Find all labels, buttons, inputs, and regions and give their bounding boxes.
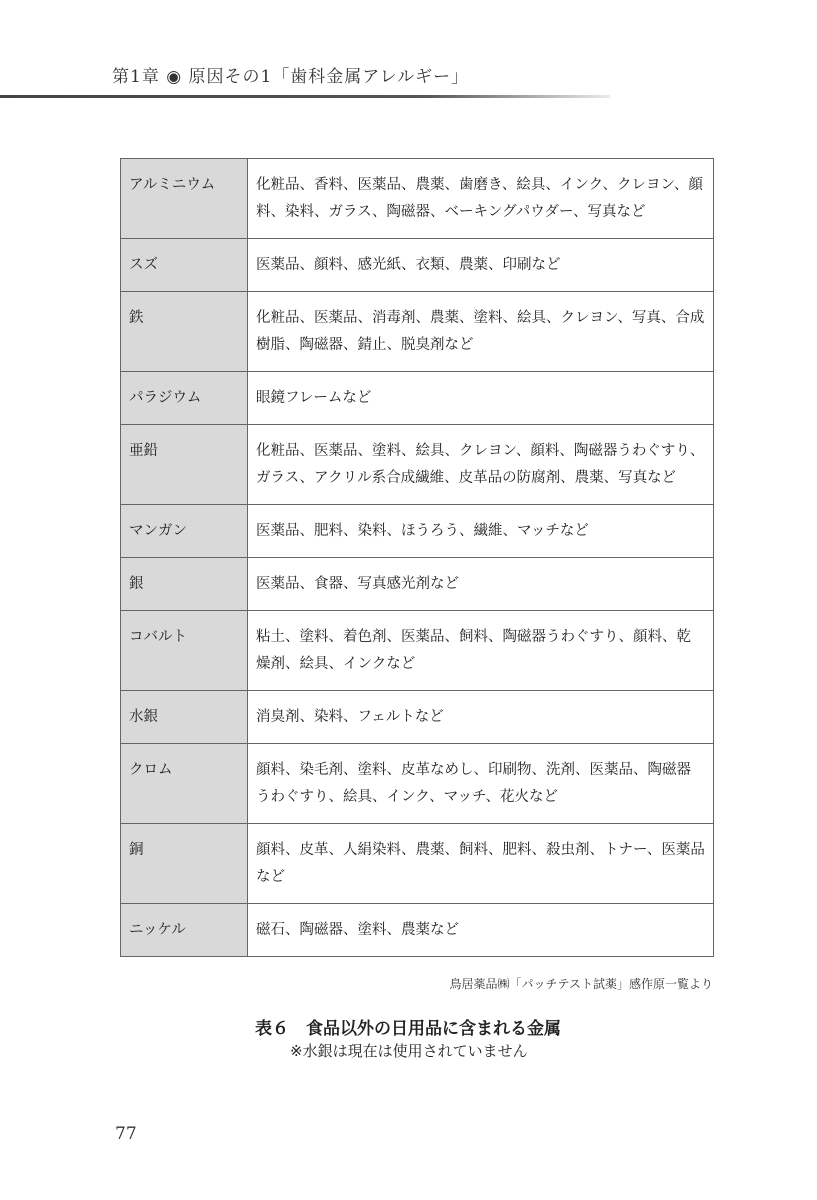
metal-name-cell: 鉄	[121, 292, 248, 372]
metal-name-cell: コバルト	[121, 611, 248, 691]
table-row	[121, 558, 714, 611]
metal-name-cell: アルミニウム	[121, 159, 248, 239]
uses-cell: 顔料、皮革、人絹染料、農薬、飼料、肥料、殺虫剤、トナー、医薬品など	[248, 824, 714, 904]
uses-cell: 医薬品、肥料、染料、ほうろう、繊維、マッチなど	[248, 505, 714, 558]
metals-table	[120, 158, 714, 957]
uses-cell: 化粧品、医薬品、塗料、絵具、クレヨン、顔料、陶磁器うわぐすり、ガラス、アクリル系合成繊維、皮革品の防腐剤、農薬、写真など	[248, 425, 714, 505]
metal-name-cell: ニッケル	[121, 904, 248, 957]
caption-note: ※水銀は現在は使用されていません	[290, 1042, 528, 1060]
table-row	[121, 292, 714, 372]
table-row	[121, 744, 714, 824]
metal-name-cell: マンガン	[121, 505, 248, 558]
uses-cell: 磁石、陶磁器、塗料、農薬など	[248, 904, 714, 957]
uses-cell: 眼鏡フレームなど	[248, 372, 714, 425]
metal-name-cell: 水銀	[121, 691, 248, 744]
table-row	[121, 505, 714, 558]
metal-name-cell: 銀	[121, 558, 248, 611]
metal-name-cell: スズ	[121, 239, 248, 292]
page-number: 77	[115, 1124, 137, 1144]
table-row	[121, 159, 714, 239]
uses-cell: 顔料、染毛剤、塗料、皮革なめし、印刷物、洗剤、医薬品、陶磁器うわぐすり、絵具、インク、マッチ、花火など	[248, 744, 714, 824]
table-row	[121, 904, 714, 957]
uses-cell: 医薬品、食器、写真感光剤など	[248, 558, 714, 611]
table-row	[121, 372, 714, 425]
source-citation: 鳥居薬品㈱「パッチテスト試薬」感作原一覧より	[449, 977, 713, 991]
metal-name-cell: 亜鉛	[121, 425, 248, 505]
uses-cell: 消臭剤、染料、フェルトなど	[248, 691, 714, 744]
metal-name-cell: クロム	[121, 744, 248, 824]
table-row	[121, 611, 714, 691]
table-row	[121, 425, 714, 505]
running-head: 第1章 ◉ 原因その1「歯科金属アレルギー」	[112, 67, 470, 87]
uses-cell: 医薬品、顔料、感光紙、衣類、農薬、印刷など	[248, 239, 714, 292]
uses-cell: 化粧品、香料、医薬品、農薬、歯磨き、絵具、インク、クレヨン、顔料、染料、ガラス、陶磁器、ベーキングパウダー、写真など	[248, 159, 714, 239]
uses-cell: 化粧品、医薬品、消毒剤、農薬、塗料、絵具、クレヨン、写真、合成樹脂、陶磁器、錆止、脱臭剤など	[248, 292, 714, 372]
metal-name-cell: 銅	[121, 824, 248, 904]
table-row	[121, 239, 714, 292]
table-row	[121, 824, 714, 904]
metal-name-cell: パラジウム	[121, 372, 248, 425]
table-row	[121, 691, 714, 744]
uses-cell: 粘土、塗料、着色剤、医薬品、飼料、陶磁器うわぐすり、顔料、乾燥剤、絵具、インクなど	[248, 611, 714, 691]
header-rule	[0, 95, 610, 98]
table-caption: 表６ 食品以外の日用品に含まれる金属	[255, 1019, 561, 1039]
